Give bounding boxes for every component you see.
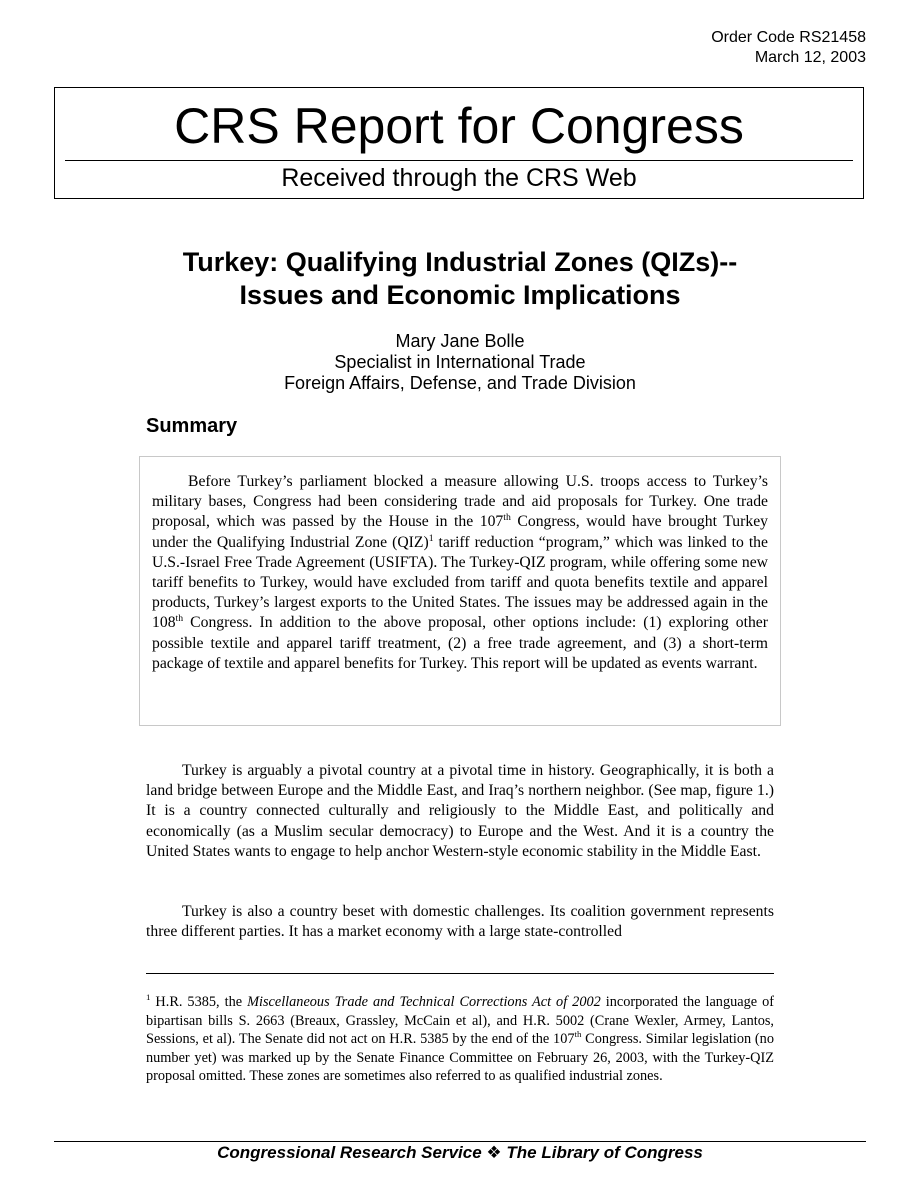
- document-title: [100, 246, 820, 312]
- body-paragraph-1: Turkey is arguably a pivotal country at a pivotal time in history. Geographically, it is both a land bridge between Europe and the Middle East, and Iraq’s northern neighbor. (See map, figure 1.) It is a country connected culturally and religiously to the Middle East, and politically and economically (as a Muslim secular democracy) to Europe and the West. And it is a country the United States wants to engage to help anchor Western-style economic stability in the Middle East.: [146, 762, 774, 860]
- summary-box: [139, 456, 781, 726]
- banner-divider: [65, 160, 853, 161]
- summary-text-part-4: Congress. In addition to the above proposal, other options include: (1) exploring other possible textile and apparel tariff treatment, (2) a free trade agreement, and (3) a short-term package of textile and apparel benefits for Turkey. This report will be updated as events warrant.: [152, 614, 768, 672]
- author-role: Specialist in International Trade: [334, 352, 586, 372]
- summary-superscript-1: th: [503, 512, 511, 524]
- summary-text-part-1: Before Turkey’s parliament blocked a measure allowing U.S. troops access to Turkey’s military bases, Congress had been considering trade and aid proposals for Turkey. One trade proposal, which was passed by the House in the 107: [152, 473, 768, 531]
- footer-crs: Congressional Research Service: [217, 1143, 482, 1162]
- footnote-act-title: Miscellaneous Trade and Technical Corrections Act of 2002: [247, 994, 601, 1010]
- author-block: [100, 331, 820, 394]
- footnote-superscript: th: [574, 1029, 582, 1040]
- footnote-marker: 1: [146, 992, 151, 1003]
- footnote-reference: 1: [428, 532, 434, 544]
- body-paragraph-2: Turkey is also a country beset with domestic challenges. Its coalition government represents three different parties. It has a market economy with a large state-controlled: [146, 903, 774, 941]
- footer-loc: The Library of Congress: [506, 1143, 703, 1162]
- document-title-line-2: Issues and Economic Implications: [239, 280, 681, 310]
- summary-text-part-3: tariff reduction “program,” which was linked to the U.S.-Israel Free Trade Agreement (USIFTA). The Turkey-QIZ program, while offering some new tariff benefits to Turkey, would have excluded from tariff and quota benefits textile and apparel products, Turkey’s largest exports to the United States. The issues may be addressed again in the 108: [152, 533, 768, 632]
- summary-heading: Summary: [146, 415, 238, 437]
- footnote-text-part-1: H.R. 5385, the: [150, 994, 248, 1010]
- footnote-divider: [146, 973, 774, 974]
- document-title-line-1: Turkey: Qualifying Industrial Zones (QIZs)--: [182, 247, 738, 277]
- author-name: Mary Jane Bolle: [395, 331, 525, 351]
- order-code: Order Code RS21458: [711, 29, 866, 46]
- summary-text-part-2: Congress, would have brought Turkey under the Qualifying Industrial Zone (QIZ): [152, 513, 768, 551]
- footer-divider: [54, 1141, 866, 1142]
- diamond-icon: ❖: [486, 1143, 502, 1162]
- footnote: [146, 993, 774, 1086]
- banner-title: CRS Report for Congress: [174, 98, 744, 154]
- order-info: [711, 28, 866, 68]
- footnote-text-part-3: Congress. Similar legislation (no number yet) was marked up by the Senate Finance Committee on February 26, 2003, with the Turkey-QIZ proposal omitted. These zones are sometimes also referred to as qualified industrial zones.: [146, 1031, 774, 1085]
- banner-subtitle: Received through the CRS Web: [281, 164, 637, 192]
- page-footer: [54, 1143, 866, 1163]
- report-date: March 12, 2003: [754, 49, 866, 66]
- footnote-text-part-2: incorporated the language of bipartisan bills S. 2663 (Breaux, Grassley, McCain et al), and H.R. 5002 (Crane Wexler, Armey, Lantos, Sessions, et al). The Senate did not act on H.R. 5385 by the end of the 107: [146, 994, 774, 1048]
- author-division: Foreign Affairs, Defense, and Trade Division: [284, 373, 636, 393]
- summary-superscript-3: th: [175, 613, 184, 625]
- report-banner: [54, 87, 864, 199]
- summary-text: [152, 472, 768, 674]
